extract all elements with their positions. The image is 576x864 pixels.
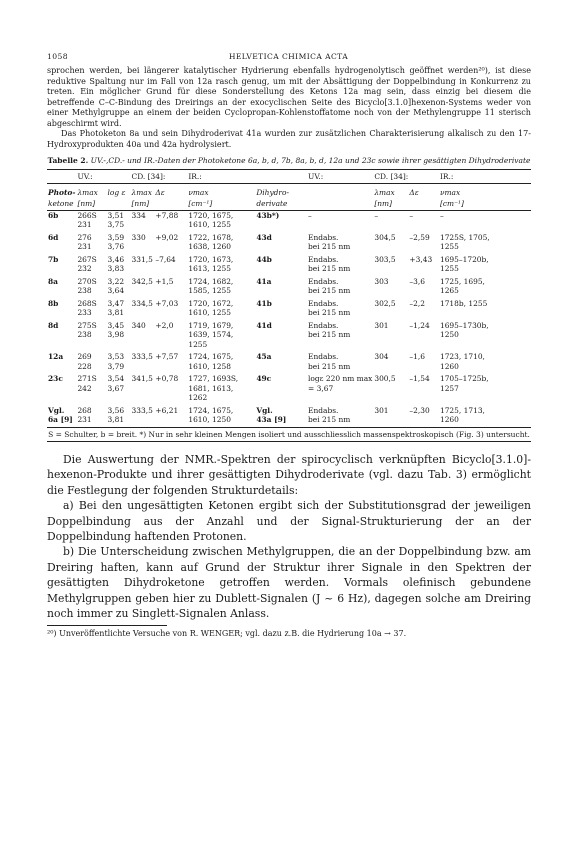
table-cell: 1250 xyxy=(439,330,459,339)
table-cell: 3,45 xyxy=(107,320,125,330)
table-cell: – xyxy=(439,210,444,220)
table-header-row-2 xyxy=(47,197,531,209)
table-cell: 231 xyxy=(77,242,92,251)
table-row xyxy=(47,318,531,331)
table-cell xyxy=(76,393,106,403)
table-cell: 238 xyxy=(77,330,92,339)
table-cell xyxy=(373,330,408,340)
table-cell: 3,22 xyxy=(107,276,125,286)
table-cell: 3,75 xyxy=(107,220,125,229)
table-cell xyxy=(439,220,531,230)
table-cell: 1695–1730b, xyxy=(439,320,489,330)
table-cell xyxy=(154,286,187,296)
table-cell: 1638, 1260 xyxy=(188,242,231,251)
col-header xyxy=(107,197,131,209)
table-cell: 1720, 1675, xyxy=(188,210,234,220)
table-cell xyxy=(255,220,307,230)
table-cell xyxy=(408,384,439,394)
table-cell: 271S xyxy=(77,374,97,383)
table-cell: Endabs. xyxy=(308,320,339,330)
table-row xyxy=(47,286,531,296)
table-cell: 43b*) xyxy=(256,210,280,220)
table-cell: 1723, 1710, xyxy=(439,352,485,361)
table-cell: –1,24 xyxy=(409,320,430,330)
table-cell xyxy=(131,340,155,350)
table-cell: 275S xyxy=(77,320,97,330)
table-cell xyxy=(408,330,439,340)
table-cell: 3,59 xyxy=(107,232,125,242)
table-cell: 334 xyxy=(131,210,146,220)
table-cell: Endabs. xyxy=(308,254,339,264)
page-footnote: ²⁰) Unveröffentlichte Versuche von R. WENGER; vgl. dazu z.B. die Hydrierung 10a → 37. xyxy=(47,629,407,639)
table-cell: 1695–1720b, xyxy=(439,254,489,264)
table-cell: 8b xyxy=(48,298,59,308)
table-cell xyxy=(373,393,408,403)
table-cell xyxy=(131,286,155,296)
table-cell: bei 215 nm xyxy=(308,264,351,273)
table-cell xyxy=(408,308,439,318)
table-cell xyxy=(373,340,408,350)
table-cell: 41b xyxy=(256,298,272,308)
col-header: λmax xyxy=(77,187,98,197)
table-cell: 302,5 xyxy=(374,298,396,308)
table-row xyxy=(47,349,531,362)
footnote-rule xyxy=(47,625,167,626)
group-header-uv-2: UV.: xyxy=(308,172,324,181)
col-header: Dihydro- xyxy=(256,187,289,197)
col-header: Photo- xyxy=(48,187,76,197)
col-header: log ε xyxy=(107,187,126,197)
table-cell: bei 215 nm xyxy=(308,415,351,424)
table-cell: 3,83 xyxy=(107,264,125,273)
table-cell xyxy=(154,384,187,394)
group-header-ir: IR.: xyxy=(188,172,202,181)
table-cell: 3,46 xyxy=(107,254,125,264)
table-cell: 301 xyxy=(374,405,389,415)
table-cell: 8d xyxy=(48,320,59,330)
table-cell: 1725, 1713, xyxy=(439,405,485,415)
table-cell xyxy=(107,393,131,403)
table-cell xyxy=(47,393,76,403)
table-cell: –7,64 xyxy=(155,254,176,264)
table-cell: 1718b, 1255 xyxy=(439,298,488,308)
table-cell: 1610, 1258 xyxy=(188,361,231,371)
table-cell xyxy=(47,330,76,340)
table-caption xyxy=(47,156,531,166)
table-cell: 268S xyxy=(77,298,97,308)
table-cell: 268 xyxy=(77,405,92,415)
page-header xyxy=(47,52,531,66)
table-footnote: S = Schulter, b = breit. *) Nur in sehr kleinen Mengen isoliert und ausschliesslich massenspektroskopisch (Fig. 3) untersucht. xyxy=(48,429,530,439)
table-cell: bei 215 nm xyxy=(308,330,351,339)
table-cell xyxy=(131,415,155,425)
table-cell xyxy=(47,264,76,274)
table-cell: bei 215 nm xyxy=(308,361,351,371)
table-cell xyxy=(154,220,187,230)
table-cell: 12a xyxy=(48,352,64,361)
table-cell xyxy=(131,242,155,252)
table-row xyxy=(47,308,531,318)
table-cell: Vgl. xyxy=(48,405,65,415)
table-cell: 1722, 1678, xyxy=(188,232,234,242)
table-row xyxy=(47,340,531,350)
table-cell: 301 xyxy=(374,320,389,330)
table-cell: +7,57 xyxy=(155,352,179,361)
table-cell xyxy=(255,393,307,403)
table-cell xyxy=(408,415,439,425)
table-cell xyxy=(255,308,307,318)
table-cell xyxy=(307,393,373,403)
table-cell: 267S xyxy=(77,254,97,264)
table-cell: 3,67 xyxy=(107,383,125,393)
table-cell xyxy=(255,340,307,350)
body-paragraph-1: Die Auswertung der NMR.-Spektren der spirocyclisch verknüpften Bicyclo[3.1.0]-hexenon-Produkte und ihrer gesättigten Dihydroderivate (vgl. dazu Tab. 3) ermöglicht die Festlegung der folgenden Strukturdetails: xyxy=(47,453,531,497)
group-header-cd: CD. [34]: xyxy=(131,172,166,181)
table-cell: – xyxy=(409,210,414,220)
table-cell xyxy=(255,242,307,252)
table-cell: 1260 xyxy=(439,361,459,371)
table-cell: 8a xyxy=(48,276,58,286)
table-cell: 3,98 xyxy=(107,330,125,339)
table-cell xyxy=(154,393,187,403)
table-cell xyxy=(255,286,307,296)
table-row xyxy=(47,371,531,384)
table-cell: 1719, 1679, xyxy=(188,320,234,330)
table-cell: Endabs. xyxy=(308,298,339,308)
table-cell: –1,6 xyxy=(409,352,425,361)
table-cell: 1255 xyxy=(439,264,459,273)
intro-paragraph-1: sprochen werden, bei längerer katalytischer Hydrierung ebenfalls hydrogenolytisch geöffnet werden²⁰), ist diese reduktive Spaltung nur im Fall von 12a rasch genug, um mit der Absättigung der Doppelbindung in Konkurrenz zu treten. Ein möglicher Grund für diese Sonderstellung des Ketons 12a mag sein, dass einzig bei diesem die betreffende C–C-Bindung des Dreirings an der exocyclischen Seite des Bicyclo[3.1.0]hexenon-Systems weder von einer Methylgruppe an einem der beiden Cyclopropan-Kohlenstoffatome noch von der Methylengruppe 11 sterisch abgeschirmt wird. xyxy=(47,66,531,128)
table-cell: –3,6 xyxy=(409,276,425,286)
table-cell: 300,5 xyxy=(374,374,396,383)
table-cell: 6d xyxy=(48,232,59,242)
table-cell: 23c xyxy=(48,374,63,383)
table-cell: 228 xyxy=(77,361,92,371)
table-cell: 1724, 1675, xyxy=(188,405,234,415)
table-cell xyxy=(373,242,408,252)
table-cell xyxy=(131,330,155,340)
table-cell xyxy=(439,393,531,403)
table-cell: 1255 xyxy=(188,339,208,349)
page-number: 1058 xyxy=(47,52,68,61)
table-cell xyxy=(408,393,439,403)
table-cell xyxy=(255,362,307,372)
col-header xyxy=(307,197,373,209)
table-cell: –2,30 xyxy=(409,405,430,415)
table-cell: 1725S, 1705, xyxy=(439,232,490,242)
table-cell: 7b xyxy=(48,254,59,264)
main-text xyxy=(47,452,531,621)
col-header xyxy=(408,197,439,209)
table-cell: –2,2 xyxy=(409,298,425,308)
data-table xyxy=(47,170,531,425)
table-body xyxy=(47,211,531,425)
table-cell xyxy=(373,264,408,274)
table-cell: 41d xyxy=(256,320,272,330)
table-cell: Endabs. xyxy=(308,232,339,242)
table-cell: 334,5 xyxy=(131,298,153,308)
table-cell: 1265 xyxy=(439,286,459,295)
table-cell: 340 xyxy=(131,320,146,330)
table-cell xyxy=(408,264,439,274)
table-cell: 333,5 xyxy=(131,352,153,361)
table-cell: +1,5 xyxy=(155,276,174,286)
table-cell: +3,43 xyxy=(409,254,433,264)
table-cell xyxy=(47,286,76,296)
table-caption-text: UV.-,CD.- und IR.-Daten der Photoketone 6a, b, d, 7b, 8a, b, d, 12a und 23c sowie ihrer gesättigten Dihydroderivate xyxy=(90,156,531,165)
col-header xyxy=(307,186,373,198)
table-cell xyxy=(154,362,187,372)
table-cell: 333,5 xyxy=(131,405,153,415)
table-cell: 6a [9] xyxy=(48,415,73,424)
table-cell: 3,54 xyxy=(107,374,125,383)
table-cell xyxy=(47,220,76,230)
table-cell: 303,5 xyxy=(374,254,396,264)
table-cell: bei 215 nm xyxy=(308,286,351,295)
col-header xyxy=(154,197,187,209)
table-cell: 238 xyxy=(77,286,92,295)
table-cell: 231 xyxy=(77,220,92,229)
table-cell: Endabs. xyxy=(308,352,339,361)
table-cell: +6,21 xyxy=(155,405,179,415)
col-header: [nm] xyxy=(374,199,392,208)
table-cell: 44b xyxy=(256,254,272,264)
table-cell xyxy=(307,340,373,350)
table-cell xyxy=(255,264,307,274)
col-header: λmax xyxy=(374,187,395,197)
table-cell: 1260 xyxy=(439,415,459,424)
table-cell xyxy=(47,340,76,350)
table-cell: Endabs. xyxy=(308,405,339,415)
table-cell: –1,54 xyxy=(409,374,430,383)
table-cell: 3,79 xyxy=(107,361,125,371)
table-row xyxy=(47,393,531,403)
table-cell: 3,81 xyxy=(107,415,125,424)
table-cell: 1639, 1574, xyxy=(188,330,234,339)
table-cell: Endabs. xyxy=(308,276,339,286)
table-cell: 330 xyxy=(131,232,146,242)
table-cell xyxy=(131,308,155,318)
table-cell xyxy=(47,384,76,394)
table-cell: 276 xyxy=(77,232,92,242)
group-header-cd-2: CD. [34]: xyxy=(374,172,409,181)
table-cell: 1720, 1673, xyxy=(188,254,234,264)
table-cell xyxy=(154,340,187,350)
table-cell xyxy=(373,384,408,394)
table-cell: 1720, 1672, xyxy=(188,298,234,308)
table-cell: +2,0 xyxy=(155,320,174,330)
table-cell: 303 xyxy=(374,276,389,286)
table-row xyxy=(47,264,531,274)
table-cell: 1610, 1255 xyxy=(188,308,231,317)
table-cell: 3,47 xyxy=(107,298,125,308)
table-cell: +7,88 xyxy=(155,210,179,220)
table-cell: logε 220 nm max xyxy=(308,374,373,383)
table-cell: 3,56 xyxy=(107,405,125,415)
table-cell: 1255 xyxy=(439,242,459,251)
body-paragraph-3: b) Die Unterscheidung zwischen Methylgruppen, die an der Doppelbindung bzw. am Dreiring haften, kann auf Grund der Struktur ihrer Signale in den Spektren der gesättigten Dihydroketone getroffen werden. Vormals olefinisch gebundene Methylgruppen geben hier zu Dublett-Signalen (J ~ 6 Hz), dagegen solche am Dreiring noch immer zu Singlett-Signalen Anlass. xyxy=(47,545,531,621)
table-row xyxy=(47,242,531,252)
table-cell xyxy=(107,340,131,350)
table-cell xyxy=(154,415,187,425)
table-cell: 3,53 xyxy=(107,352,125,361)
table-caption-label: Tabelle 2. xyxy=(47,156,89,165)
table-cell xyxy=(131,384,155,394)
table-cell: 304,5 xyxy=(374,232,396,242)
table-cell xyxy=(439,308,531,318)
table-row xyxy=(47,220,531,230)
table-cell xyxy=(373,362,408,372)
table-cell: 1724, 1675, xyxy=(188,352,234,361)
table-cell: 342,5 xyxy=(131,276,153,286)
table-cell: 41a xyxy=(256,276,272,286)
table-cell: = 3,67 xyxy=(308,383,334,393)
col-header: Δε xyxy=(155,187,165,197)
table-cell: 3,64 xyxy=(107,286,125,295)
table-cell: 3,81 xyxy=(107,308,125,317)
table-row xyxy=(47,384,531,394)
table-cell: bei 215 nm xyxy=(308,308,351,317)
table-row xyxy=(47,296,531,309)
table-cell: 1705–1725b, xyxy=(439,374,489,383)
table-cell: 304 xyxy=(374,352,389,361)
table-cell xyxy=(154,242,187,252)
journal-title: HELVETICA CHIMICA ACTA xyxy=(228,52,349,61)
table-cell xyxy=(47,308,76,318)
table-cell xyxy=(131,393,155,403)
table-cell: 331,5 xyxy=(131,254,153,264)
table-cell xyxy=(131,220,155,230)
table-cell xyxy=(76,340,106,350)
intro-text xyxy=(47,66,531,150)
table-cell: 1724, 1682, xyxy=(188,276,234,286)
table-cell xyxy=(47,242,76,252)
col-header: Δε xyxy=(409,187,419,197)
table-cell: 232 xyxy=(77,264,92,273)
group-header-uv: UV.: xyxy=(77,172,93,181)
table-cell xyxy=(408,340,439,350)
table-cell xyxy=(154,330,187,340)
table-cell: 270S xyxy=(77,276,97,286)
table-cell: 3,76 xyxy=(107,242,125,251)
table-cell: 3,51 xyxy=(107,210,125,220)
table-cell xyxy=(373,415,408,425)
table-cell: 231 xyxy=(77,415,92,424)
table-cell: 266S xyxy=(77,210,97,220)
col-header: ketone xyxy=(48,199,74,208)
table-cell xyxy=(131,264,155,274)
table-cell xyxy=(154,308,187,318)
table-cell: 1725, 1695, xyxy=(439,276,485,286)
table-cell xyxy=(154,264,187,274)
table-row xyxy=(47,415,531,425)
col-header: νmax xyxy=(439,187,461,197)
table-group-header-row xyxy=(47,170,531,182)
table-cell: 1610, 1250 xyxy=(188,415,231,424)
table-cell: 1257 xyxy=(439,383,459,393)
table-cell: – xyxy=(374,210,379,220)
table-cell xyxy=(131,362,155,372)
table-cell xyxy=(255,330,307,340)
table-cell: –2,59 xyxy=(409,232,430,242)
col-header: [nm] xyxy=(77,199,96,208)
table-cell: bei 215 nm xyxy=(308,242,351,251)
table-cell: 1262 xyxy=(188,393,208,402)
table-cell: 242 xyxy=(77,383,92,393)
table-row xyxy=(47,330,531,340)
table-cell xyxy=(408,286,439,296)
table-cell xyxy=(408,242,439,252)
table-cell: +7,03 xyxy=(155,298,179,308)
table-cell xyxy=(373,286,408,296)
table-cell xyxy=(373,220,408,230)
table-cell: 1681, 1613, xyxy=(188,383,234,393)
group-header-ir-2: IR.: xyxy=(439,172,454,181)
table-cell: 233 xyxy=(77,308,92,317)
table-cell: Vgl. xyxy=(256,405,273,415)
table-cell xyxy=(408,220,439,230)
body-paragraph-2: a) Bei den ungesättigten Ketonen ergibt sich der Substitutionsgrad der jeweiligen Doppelbindung aus der Anzahl und der Signal-Strukturierung der an der Doppelbindung haftenden Protonen. xyxy=(47,499,531,544)
table-cell: 341,5 xyxy=(131,374,153,383)
table-cell: 1613, 1255 xyxy=(188,264,231,273)
table-cell: 6b xyxy=(48,210,59,220)
table-cell xyxy=(255,384,307,394)
table-row xyxy=(47,252,531,265)
table-cell: 1610, 1255 xyxy=(188,220,231,229)
col-header: [nm] xyxy=(131,199,150,208)
table-row xyxy=(47,230,531,243)
table-cell: 49c xyxy=(256,374,272,383)
intro-paragraph-2: Das Photoketon 8a und sein Dihydroderivat 41a wurden zur zusätzlichen Charakterisierung alkalisch zu den 17-Hydroxyprodukten 40a und 42a hydrolysiert. xyxy=(47,129,531,149)
table-cell xyxy=(439,340,531,350)
table-cell xyxy=(408,362,439,372)
table-cell xyxy=(307,220,373,230)
table-cell xyxy=(47,362,76,372)
table-row xyxy=(47,211,531,221)
col-header: [cm⁻¹] xyxy=(439,199,464,208)
col-header: [cm⁻¹] xyxy=(188,199,213,208)
table-cell: 1727, 1693S, xyxy=(188,374,239,383)
journal-page xyxy=(47,52,531,639)
table-cell: +9,02 xyxy=(155,232,179,242)
table-header-row xyxy=(47,186,531,198)
table-row xyxy=(47,274,531,287)
col-header: derivate xyxy=(256,199,288,208)
table-cell: 269 xyxy=(77,352,92,361)
table-row xyxy=(47,403,531,416)
table-cell: 43d xyxy=(256,232,272,242)
table-row xyxy=(47,362,531,372)
table-cell xyxy=(373,308,408,318)
table-cell: – xyxy=(308,210,312,220)
table-cell: +0,78 xyxy=(155,374,179,383)
table-cell: 43a [9] xyxy=(256,415,287,424)
table-end-rule xyxy=(47,441,531,442)
table-bottom-rule xyxy=(47,427,531,428)
col-header: νmax xyxy=(188,187,209,197)
col-header: λmax xyxy=(131,187,152,197)
table-cell: 1585, 1255 xyxy=(188,286,231,295)
table-cell: 45a xyxy=(256,352,272,361)
